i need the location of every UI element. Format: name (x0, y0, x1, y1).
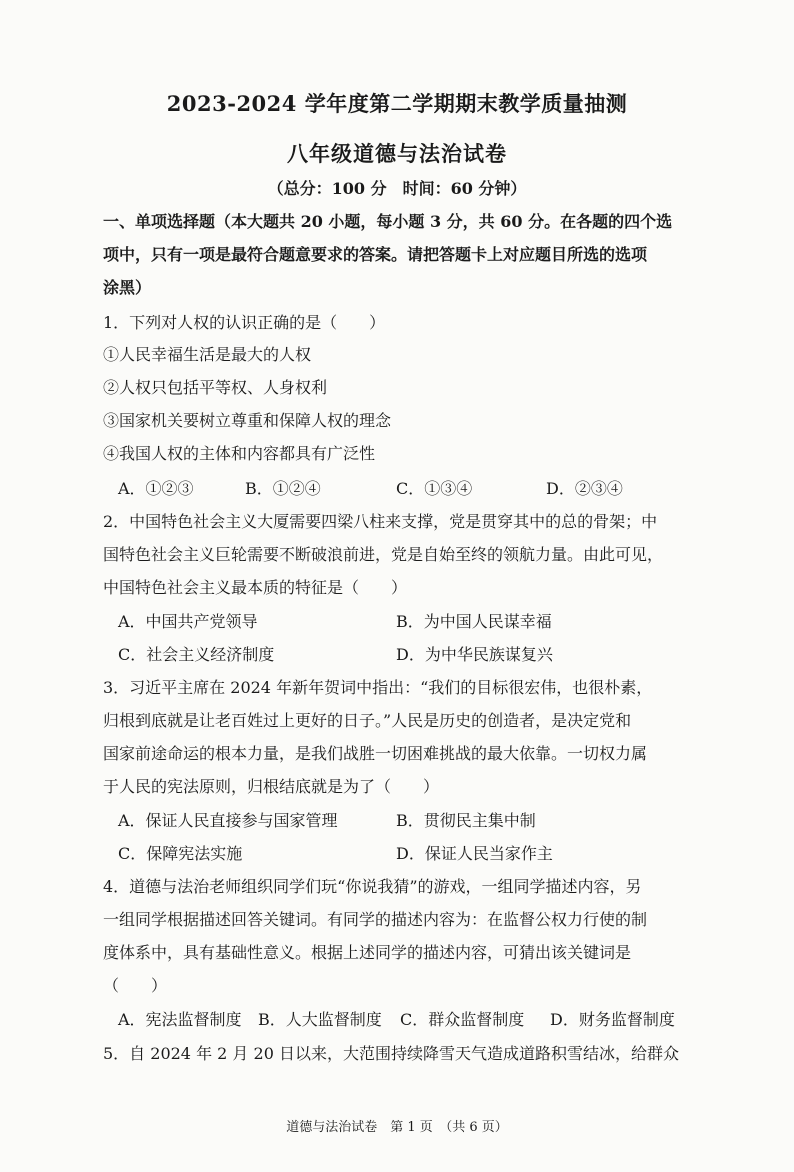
q2-option-b: B．为中国人民谋幸福 (396, 612, 552, 631)
q1-option-d: D．②③④ (546, 479, 623, 498)
q2-option-c: C．社会主义经济制度 (118, 645, 275, 664)
q1-option-b: B．①②④ (245, 479, 321, 498)
q1-option-c: C．①③④ (396, 479, 473, 498)
exam-title: 2023-2024 学年度第二学期期末教学质量抽测 (166, 91, 628, 116)
q3-option-d: D．保证人民当家作主 (396, 844, 553, 863)
q3-option-c: C．保障宪法实施 (118, 844, 243, 863)
q4-option-a: A．宪法监督制度 (118, 1010, 242, 1029)
q2-stem-line-3: 中国特色社会主义最本质的特征是（ ） (103, 578, 408, 597)
q3-option-a: A．保证人民直接参与国家管理 (118, 811, 338, 830)
section-heading-line-2: 项中，只有一项是最符合题意要求的答案。请把答题卡上对应题目所选的选项 (103, 245, 648, 264)
q4-option-b: B．人大监督制度 (258, 1010, 382, 1029)
q3-stem-line-4: 于人民的宪法原则，归根结底就是为了（ ） (103, 777, 440, 796)
q1-item-3: ③国家机关要树立尊重和保障人权的理念 (103, 411, 392, 430)
q2-stem-line-2: 国特色社会主义巨轮需要不断破浪前进，党是自始至终的领航力量。由此可见， (103, 545, 664, 564)
q1-item-4: ④我国人权的主体和内容都具有广泛性 (103, 444, 376, 463)
q1-item-1: ①人民幸福生活是最大的人权 (103, 345, 312, 364)
q4-stem-line-2: 一组同学根据描述回答关键词。有同学的描述内容为：在监督公权力行使的制 (103, 910, 648, 929)
q3-option-b: B．贯彻民主集中制 (396, 811, 536, 830)
q4-stem-line-1: 4．道德与法治老师组织同学们玩“你说我猜”的游戏，一组同学描述内容，另 (103, 877, 642, 896)
score-time-info: （总分：100 分 时间：60 分钟） (267, 179, 527, 198)
q4-stem-line-3: 度体系中，具有基础性意义。根据上述同学的描述内容，可猜出该关键词是 (103, 943, 632, 962)
q3-stem-line-1: 3．习近平主席在 2024 年新年贺词中指出：“我们的目标很宏伟，也很朴素， (103, 678, 653, 697)
q1-item-2: ②人权只包括平等权、人身权利 (103, 378, 328, 397)
q3-stem-line-2: 归根到底就是让老百姓过上更好的日子。”人民是历史的创造者，是决定党和 (103, 711, 632, 730)
exam-subtitle: 八年级道德与法治试卷 (287, 141, 507, 166)
q3-stem-line-3: 国家前途命运的根本力量，是我们战胜一切困难挑战的最大依靠。一切权力属 (103, 744, 648, 763)
q4-stem-line-4: （ ） (103, 976, 168, 995)
q1-option-a: A．①②③ (118, 479, 194, 498)
q1-stem: 1．下列对人权的认识正确的是（ ） (103, 313, 386, 332)
q2-stem-line-1: 2．中国特色社会主义大厦需要四梁八柱来支撑，党是贯穿其中的总的骨架；中 (103, 512, 658, 531)
q4-option-c: C．群众监督制度 (400, 1010, 525, 1029)
q4-option-d: D．财务监督制度 (550, 1010, 675, 1029)
q2-option-a: A．中国共产党领导 (118, 612, 258, 631)
section-heading-line-3: 涂黑） (103, 278, 152, 297)
q2-option-d: D．为中华民族谋复兴 (396, 645, 553, 664)
section-heading-line-1: 一、单项选择题（本大题共 20 小题，每小题 3 分，共 60 分。在各题的四个选 (103, 212, 673, 231)
page-footer: 道德与法治试卷 第 1 页 （共 6 页） (286, 1120, 508, 1135)
q5-stem-line-1: 5．自 2024 年 2 月 20 日以来，大范围持续降雪天气造成道路积雪结冰，给群众 (103, 1044, 679, 1063)
